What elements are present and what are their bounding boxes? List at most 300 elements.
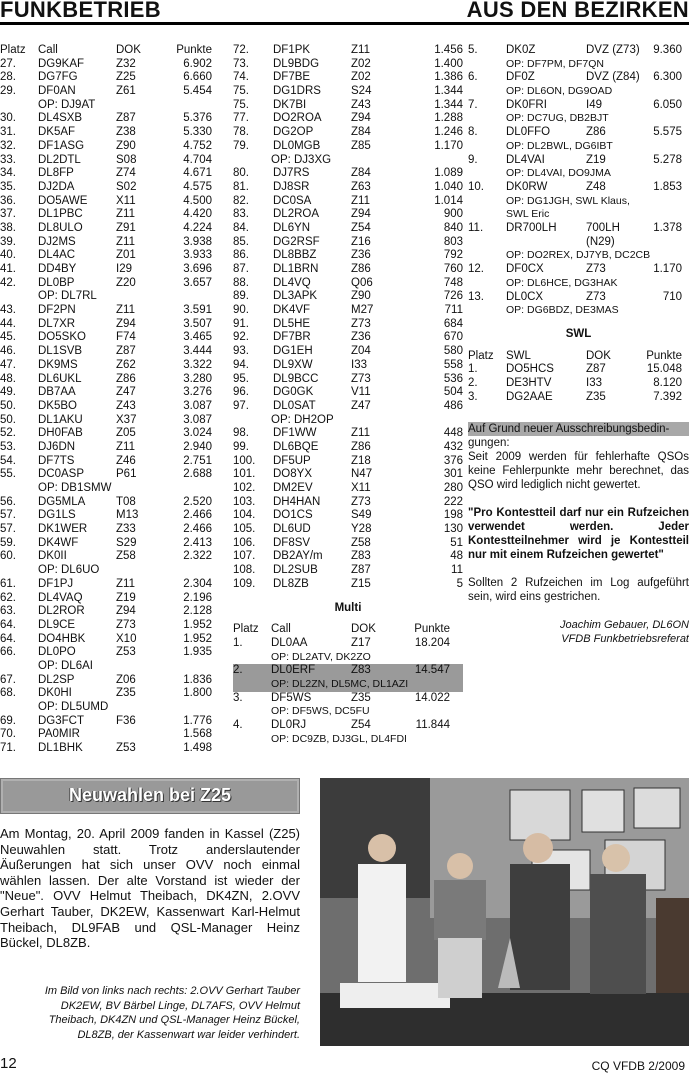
table-cell: Z19 — [586, 153, 606, 166]
table-cell: DOK — [586, 349, 611, 362]
table-cell: 1.836 — [183, 673, 212, 686]
table-row — [233, 455, 463, 469]
table-cell: P61 — [116, 468, 137, 481]
table-cell: DG2OP — [273, 126, 314, 139]
table-cell: 3.444 — [183, 345, 212, 358]
table-cell: 3.696 — [183, 263, 212, 275]
table-row — [233, 112, 463, 126]
operator-line: OP: DH2OP — [271, 413, 334, 426]
table-cell: DM2EV — [273, 482, 313, 494]
operator-line: SWL Eric — [506, 208, 550, 221]
table-cell: 103. — [233, 495, 256, 508]
table-row — [0, 277, 215, 291]
table-cell: 792 — [443, 249, 463, 262]
table-cell: 89. — [233, 290, 249, 303]
table-cell: Z94 — [351, 208, 371, 221]
table-cell: Z43 — [351, 98, 371, 111]
table-cell: DL0FFO — [506, 126, 551, 139]
table-cell: Z54 — [351, 719, 371, 732]
table-cell: DL0BP — [38, 276, 75, 289]
table-cell: 33. — [0, 153, 16, 166]
table-cell: DG5MLA — [38, 495, 86, 508]
table-row — [233, 441, 463, 455]
table-cell: 1.952 — [183, 618, 212, 631]
table-cell: 48. — [0, 372, 16, 385]
table-row — [0, 468, 215, 482]
table-row — [233, 277, 463, 291]
note-lead-2: gungen: — [468, 437, 510, 450]
table-cell: S02 — [116, 180, 137, 193]
table-cell: 108. — [233, 564, 256, 577]
table-cell: DL4VQ — [273, 276, 311, 289]
table-cell: 1.776 — [183, 714, 212, 727]
table-cell: 94. — [233, 358, 249, 371]
table-cell: DL2ROA — [273, 208, 320, 221]
table-cell: X37 — [116, 413, 137, 426]
table-cell: X11 — [116, 194, 136, 207]
table-row — [233, 208, 463, 222]
table-cell: Z32 — [116, 57, 136, 70]
table-cell: 684 — [443, 317, 463, 330]
operator-line: OP: DJ3XG — [271, 153, 332, 166]
table-cell: 2.688 — [183, 468, 212, 481]
table-cell: 14.022 — [414, 691, 450, 704]
table-cell: DOK — [116, 44, 141, 56]
table-cell: Z36 — [351, 249, 371, 262]
table-cell: DL0AA — [271, 636, 308, 649]
table-cell: 840 — [443, 221, 463, 234]
table-cell: Z48 — [586, 180, 606, 193]
magazine-issue: CQ VFDB 2/2009 — [591, 1059, 685, 1073]
table-cell: 2.466 — [183, 509, 212, 522]
table-cell: DF1WW — [273, 427, 317, 440]
table-cell: DG2AAE — [506, 390, 553, 403]
table-cell: Z90 — [351, 290, 371, 303]
table-cell: 9. — [468, 153, 478, 166]
rules-note — [468, 422, 689, 646]
table-row — [0, 208, 215, 222]
table-cell: 101. — [233, 468, 256, 481]
table-cell: 47. — [0, 358, 16, 371]
table-cell: DG7FG — [38, 71, 78, 84]
table-cell: DL2SP — [38, 673, 75, 686]
table-cell: 62. — [0, 591, 16, 604]
table-row — [0, 263, 215, 277]
table-cell: 79. — [233, 139, 249, 152]
table-cell: 670 — [443, 331, 463, 344]
table-row — [233, 468, 463, 482]
table-cell: DC0ASP — [38, 468, 85, 481]
table-cell: Z11 — [351, 44, 370, 56]
table-cell: 1.378 — [653, 222, 682, 235]
table-cell: 5 — [456, 577, 463, 590]
table-cell: Punkte — [176, 44, 212, 56]
note-lead: Auf Grund neuer Ausschreibungsbedin- — [468, 422, 689, 436]
table-row — [0, 728, 215, 742]
table-cell: 11. — [468, 222, 484, 235]
table-cell: Z43 — [116, 399, 136, 412]
table-row — [233, 664, 463, 678]
table-cell: 376 — [443, 454, 463, 467]
table-cell: 4.500 — [183, 194, 212, 207]
operator-line: OP: DG6BDZ, DE3MAS — [506, 304, 619, 317]
table-cell: Z73 — [586, 263, 606, 276]
table-cell: 3.933 — [183, 249, 212, 262]
table-cell: Z18 — [351, 454, 371, 467]
table-cell: DC0SA — [273, 194, 312, 207]
table-cell: 3. — [468, 390, 478, 403]
table-cell: 748 — [443, 276, 463, 289]
table-cell: Z86 — [351, 263, 371, 275]
table-cell: 81. — [233, 180, 249, 193]
table-cell: Z11 — [116, 304, 135, 317]
table-row — [468, 222, 689, 236]
table-cell: Z87 — [351, 564, 371, 577]
table-cell: 3.322 — [183, 358, 212, 371]
table-cell: I29 — [116, 263, 132, 275]
table-row — [0, 167, 215, 181]
table-cell: 96. — [233, 386, 249, 399]
table-cell: 97. — [233, 399, 249, 412]
table-cell: 6.050 — [653, 98, 682, 111]
table-row — [0, 674, 215, 688]
table-cell: 90. — [233, 304, 249, 317]
photo-caption: Im Bild von links nach rechts: 2.OVV Gerhart Tauber DK2EW, BV Bärbel Linge, DL7AFS, OVV Helmut Theibach, DK4ZN und QSL-Manager Heinz Bückel, DL8ZB, der Kassenwart war leider verhindert. — [44, 985, 300, 1041]
operator-line: OP: DL6ON, DG9OAD — [506, 85, 613, 98]
operator-line: OP: DB1SMW — [38, 482, 112, 494]
table-cell: 61. — [0, 577, 16, 590]
table-row — [233, 496, 463, 510]
table-cell: Punkte — [414, 623, 450, 636]
table-cell: DL9XW — [273, 358, 313, 371]
signature-role: VFDB Funkbetriebsreferat — [561, 633, 689, 646]
table-cell: 50. — [0, 413, 16, 426]
table-row — [233, 637, 463, 651]
table-cell: Z11 — [116, 577, 135, 590]
table-row — [468, 181, 689, 195]
table-cell: Z35 — [351, 691, 371, 704]
table-row — [468, 71, 689, 85]
table-cell: 1.014 — [434, 194, 463, 207]
table-cell: Z83 — [351, 550, 371, 563]
table-cell: 803 — [443, 235, 463, 248]
table-cell: 28. — [0, 71, 16, 84]
table-cell: DK1WER — [38, 523, 88, 536]
table-cell: Platz — [0, 44, 26, 56]
table-cell: Z94 — [116, 605, 136, 618]
table-header — [468, 350, 689, 364]
table-cell: DO5SKO — [38, 331, 86, 344]
table-row — [468, 99, 689, 113]
table-cell: DL2SUB — [273, 564, 318, 577]
table-cell: DL8ZB — [273, 577, 309, 590]
table-cell: 45. — [0, 331, 16, 344]
table-cell: DK5BO — [38, 399, 77, 412]
table-cell: 3.657 — [183, 276, 212, 289]
table-row — [0, 578, 215, 592]
table-cell: 40. — [0, 249, 16, 262]
table-row — [0, 359, 215, 373]
table-cell: 67. — [0, 673, 16, 686]
table-cell: DL6UKL — [38, 372, 82, 385]
table-cell: 3. — [233, 691, 243, 704]
table-cell: M27 — [351, 304, 374, 317]
table-cell: 301 — [443, 468, 463, 481]
table-cell: 1.170 — [653, 263, 682, 276]
table-cell: Z83 — [351, 664, 371, 677]
table-cell: DL8FP — [38, 167, 74, 180]
table-cell: Z74 — [116, 167, 136, 180]
table-row — [233, 400, 463, 414]
table-cell: 2.466 — [183, 523, 212, 536]
table-cell: Z73 — [586, 290, 606, 303]
table-cell: DVZ (Z73) — [586, 44, 640, 56]
article-body: Am Montag, 20. April 2009 fanden in Kassel (Z25) Neuwahlen statt. Trotz anderslautender Äußerungen hat sich unser OVV noch einmal wählen lassen. Der alte Vorstand ist wieder der "Neue". OVV Helmut Theibach, DK4ZN, 2.OVV Gerhart Tauber, DK2EW, Kassenwart Karl-Helmut Theibach, DL9FAB und QSL-Manager Heinz Bückel, DL8ZB. — [0, 826, 300, 951]
operator-line: OP: DL2ATV, DK2ZO — [271, 650, 371, 663]
table-cell: 60. — [0, 550, 16, 563]
multi-entry — [233, 637, 463, 664]
note-end: Sollten 2 Rufzeichen im Log aufgeführt sein, wird eins gestrichen. — [468, 577, 689, 604]
table-cell: Call — [38, 44, 58, 56]
table-cell: 700LH — [586, 222, 620, 235]
table-cell: Z15 — [351, 577, 371, 590]
table-row — [233, 509, 463, 523]
table-cell: Z54 — [351, 221, 371, 234]
table-row — [233, 386, 463, 400]
table-cell: I33 — [586, 376, 602, 389]
table-row — [0, 126, 215, 140]
table-row — [0, 249, 215, 263]
table-cell: SWL — [506, 349, 531, 362]
table-cell: 11 — [451, 564, 463, 577]
table-cell: DK0Z — [506, 44, 536, 56]
table-cell: Z46 — [116, 454, 136, 467]
table-cell: 38. — [0, 221, 16, 234]
table-cell: Z17 — [351, 636, 371, 649]
table-row — [0, 181, 215, 195]
table-cell: DK5AF — [38, 126, 76, 139]
table-cell: 448 — [443, 427, 463, 440]
table-cell: 104. — [233, 509, 256, 522]
table-cell: 5.330 — [183, 126, 212, 139]
table-cell: 73. — [233, 57, 249, 70]
table-cell: 75. — [233, 85, 249, 98]
table-cell: 3.591 — [183, 304, 212, 317]
operator-line: OP: DL6AI — [38, 659, 93, 672]
table-cell: 2.196 — [183, 591, 212, 604]
table-cell: 71. — [0, 742, 16, 755]
table-cell: Z02 — [351, 57, 371, 70]
table-row — [233, 359, 463, 373]
table-cell: Z58 — [116, 550, 136, 563]
table-cell: 107. — [233, 550, 256, 563]
operator-line: OP: DL6HCE, DG3HAK — [506, 276, 618, 289]
table-cell: DL1SVB — [38, 345, 83, 358]
table-cell: DL3APK — [273, 290, 318, 303]
table-cell: 1.568 — [183, 728, 212, 741]
table-row — [0, 386, 215, 400]
table-cell: DK4WF — [38, 536, 79, 549]
table-row — [233, 692, 463, 706]
table-cell: Z91 — [116, 221, 136, 234]
table-cell: 8.120 — [653, 376, 682, 389]
table-cell: Z35 — [116, 687, 136, 700]
table-cell: 5. — [468, 44, 478, 56]
table-row — [233, 140, 463, 154]
table-cell: 78. — [233, 126, 249, 139]
multi-entry — [233, 719, 463, 746]
table-cell: DD4BY — [38, 263, 77, 275]
table-row — [233, 331, 463, 345]
table-row — [233, 427, 463, 441]
results-column-1 — [0, 44, 215, 756]
table-cell: 93. — [233, 345, 249, 358]
table-cell: DG0GK — [273, 386, 314, 399]
table-cell: 6.902 — [183, 57, 212, 70]
table-cell: Z53 — [116, 742, 136, 755]
table-cell: Z58 — [351, 536, 371, 549]
table-row — [468, 154, 689, 168]
table-cell: Punkte — [646, 349, 682, 362]
table-cell: DL1PBC — [38, 208, 83, 221]
table-cell: S29 — [116, 536, 137, 549]
table-cell: DL0ERF — [271, 664, 316, 677]
table-cell: 109. — [233, 577, 256, 590]
table-cell: 2.520 — [183, 495, 212, 508]
table-cell: 49. — [0, 386, 16, 399]
table-cell: 1.170 — [434, 139, 463, 152]
table-cell: Z25 — [116, 71, 136, 84]
table-cell: DVZ (Z84) — [586, 71, 640, 84]
table-cell: Z04 — [351, 345, 371, 358]
table-cell: 3.938 — [183, 235, 212, 248]
operator-line: OP: DL5UMD — [38, 701, 109, 713]
table-cell: Platz — [468, 349, 494, 362]
table-cell: 106. — [233, 536, 256, 549]
table-row — [468, 263, 689, 277]
table-row — [233, 167, 463, 181]
table-cell: DL0RJ — [271, 719, 307, 732]
table-row — [0, 154, 215, 168]
table-cell: N47 — [351, 468, 373, 481]
table-cell: Z86 — [586, 126, 606, 139]
table-cell: M13 — [116, 509, 139, 522]
table-cell: Z36 — [351, 331, 371, 344]
table-row — [233, 263, 463, 277]
table-cell: 3.087 — [183, 399, 212, 412]
table-row — [233, 373, 463, 387]
table-cell: DF1ASG — [38, 139, 85, 152]
operator-line: OP: DG1JGH, SWL Klaus, — [506, 194, 630, 207]
table-row — [0, 304, 215, 318]
table-row — [233, 564, 463, 578]
note-quote: "Pro Kontestteil darf nur ein Rufzeichen verwendet werden. Jeder Kontestteilnehmer wird je Kontestteil nur mit einem Rufzeichen gewertet" — [468, 507, 689, 562]
table-cell: DK0RW — [506, 180, 548, 193]
table-row — [233, 85, 463, 99]
table-row — [233, 719, 463, 733]
table-cell: DJ6DN — [38, 440, 76, 453]
table-row — [0, 236, 215, 250]
table-row — [0, 742, 215, 756]
table-cell: 36. — [0, 194, 16, 207]
table-cell: 5.376 — [183, 112, 212, 125]
table-cell: 3.276 — [183, 386, 212, 399]
table-cell: 82. — [233, 194, 249, 207]
table-cell: DL9BCC — [273, 372, 319, 385]
table-row — [0, 509, 215, 523]
table-row — [0, 633, 215, 647]
table-cell: 34. — [0, 167, 16, 180]
table-cell: 46. — [0, 345, 16, 358]
table-cell: I33 — [351, 358, 367, 371]
operator-line: OP: DL6UO — [38, 564, 100, 577]
table-cell: Z53 — [116, 646, 136, 659]
table-cell: 13. — [468, 290, 484, 303]
table-cell: 3.280 — [183, 372, 212, 385]
table-cell: S24 — [351, 85, 372, 98]
table-cell: 75. — [233, 98, 249, 111]
table-row — [0, 496, 215, 510]
table-cell: 100. — [233, 454, 256, 467]
table-cell: 222 — [443, 495, 463, 508]
table-cell: Z47 — [351, 399, 371, 412]
table-row — [233, 318, 463, 332]
table-cell: DK0HI — [38, 687, 72, 700]
table-row — [0, 592, 215, 606]
table-cell: PA0MIR — [38, 728, 80, 741]
table-cell: Z90 — [116, 139, 136, 152]
table-row — [0, 222, 215, 236]
table-row — [0, 619, 215, 633]
table-cell: 77. — [233, 112, 249, 125]
table-row — [0, 550, 215, 564]
table-cell: DL9BDG — [273, 57, 320, 70]
table-cell: Z01 — [116, 249, 136, 262]
table-row — [468, 291, 689, 305]
table-cell: 1.935 — [183, 646, 212, 659]
table-cell: DO5AWE — [38, 194, 88, 207]
article-banner — [0, 778, 300, 814]
table-cell: 1.246 — [434, 126, 463, 139]
table-cell: DL2ROR — [38, 605, 85, 618]
table-cell: DO2ROA — [273, 112, 322, 125]
note-body: Seit 2009 werden für fehlerhafte QSOs keine Fehlerpunkte mehr berechnet, das QSO wird lediglich nicht gewertet. — [468, 451, 689, 492]
swl-title: SWL — [565, 327, 592, 340]
table-cell: 1.498 — [183, 742, 212, 755]
table-cell — [506, 236, 586, 250]
table-row — [0, 605, 215, 619]
table-cell: 4.224 — [183, 221, 212, 234]
table-cell: 14.547 — [414, 664, 450, 677]
table-cell: Z19 — [116, 591, 136, 604]
table-row — [233, 181, 463, 195]
table-cell: DL0MGB — [273, 139, 321, 152]
table-cell: Z62 — [116, 358, 136, 371]
table-cell: 1.952 — [183, 632, 212, 645]
table-cell: 57. — [0, 523, 16, 536]
table-cell: DB2AY/m — [273, 550, 323, 563]
table-cell: 3.507 — [183, 317, 212, 330]
table-row — [0, 523, 215, 537]
table-row — [0, 646, 215, 660]
table-row — [233, 537, 463, 551]
table-cell: 711 — [444, 304, 463, 317]
table-cell: DK0FRI — [506, 98, 547, 111]
table-cell: Z11 — [116, 235, 135, 248]
table-cell: Z05 — [116, 427, 136, 440]
table-cell: DF2PN — [38, 304, 76, 317]
table-cell: DK7BI — [273, 98, 307, 111]
